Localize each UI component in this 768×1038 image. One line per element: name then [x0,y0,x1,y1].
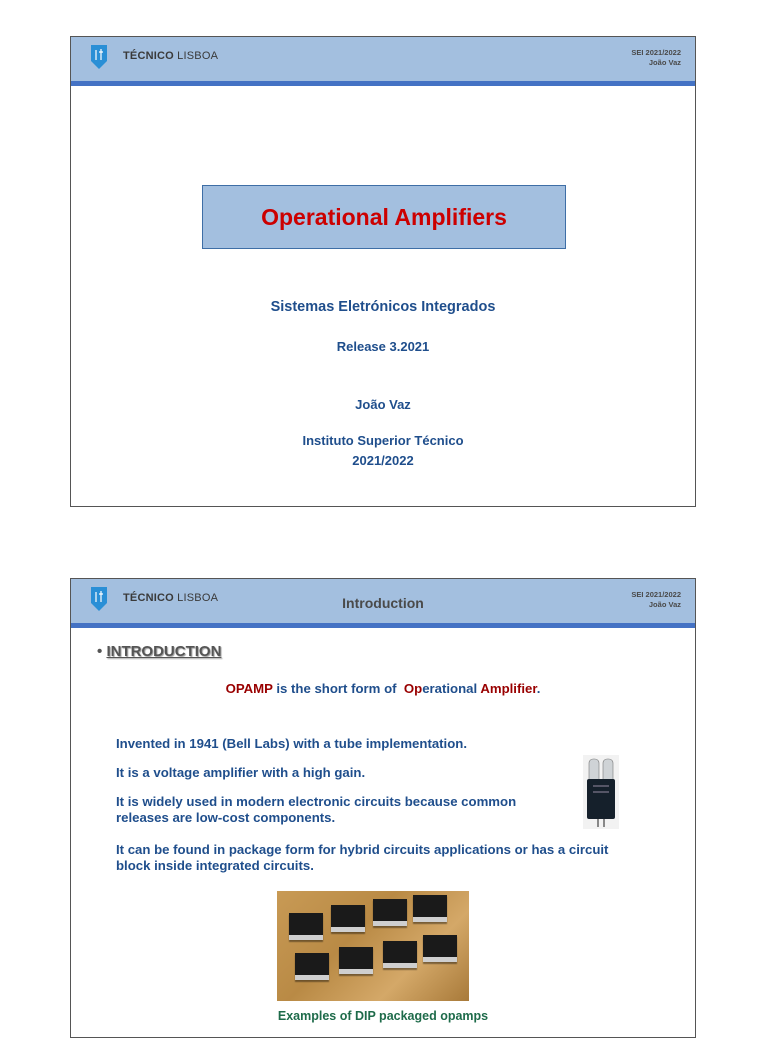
brand-light: LISBOA [177,592,219,604]
vacuum-tube-image [583,755,619,829]
dip-chip [295,953,329,980]
brand-light: LISBOA [177,50,219,62]
section-heading [97,643,221,660]
author-name: João Vaz [355,397,411,412]
brand-bold: TÉCNICO [123,592,174,604]
slide-header [71,579,695,628]
tecnico-shield-logo-icon [91,45,107,69]
opamp-definition [71,681,695,696]
paragraph: It is a voltage amplifier with a high gain. [116,765,366,780]
dip-chip [373,899,407,926]
highlight-lifier: lifier [509,681,537,696]
definition-text: erational [422,681,481,696]
course-code: SEI 2021/2022 [631,48,681,57]
course-name: Sistemas Eletrónicos Integrados [270,299,496,315]
paragraph: It can be found in package form for hybrid circuits applications or has a circuit block inside integrated circuits. [116,842,609,873]
dip-chip [413,895,447,922]
release-label: Release 3.2021 [336,339,430,354]
slide-header [71,37,695,86]
dip-chip [339,947,373,974]
header-course-info [631,48,681,68]
definition-text: is the short form of [272,681,401,696]
period: . [536,681,541,696]
slide-title [70,36,696,507]
slide-header-title: Introduction [342,595,424,611]
presentation-title: Operational Amplifiers [202,185,566,249]
institution-name: Instituto Superior Técnico [302,433,464,448]
dip-chip [423,935,457,962]
header-author: João Vaz [648,58,681,67]
dip-opamps-image [277,891,469,1001]
paragraph: It is widely used in modern electronic circuits because common releases are low-cost components. [116,794,517,825]
section-title: INTRODUCTION [106,643,222,660]
header-course-info [631,590,681,610]
slide-introduction [70,578,696,1038]
course-code: SEI 2021/2022 [631,590,681,599]
image-caption: Examples of DIP packaged opamps [277,1009,489,1023]
highlight-op: Op [403,681,423,696]
dip-chip [331,905,365,932]
highlight-amp: Amp [480,681,510,696]
bullet: • [97,643,103,660]
header-author: João Vaz [648,600,681,609]
dip-chip [383,941,417,968]
term-opamp: OPAMP [225,681,273,696]
paragraph: Invented in 1941 (Bell Labs) with a tube implementation. [116,736,467,751]
dip-chip [289,913,323,940]
brand-bold: TÉCNICO [123,50,174,62]
academic-year: 2021/2022 [352,453,414,468]
brand-name [123,50,218,62]
